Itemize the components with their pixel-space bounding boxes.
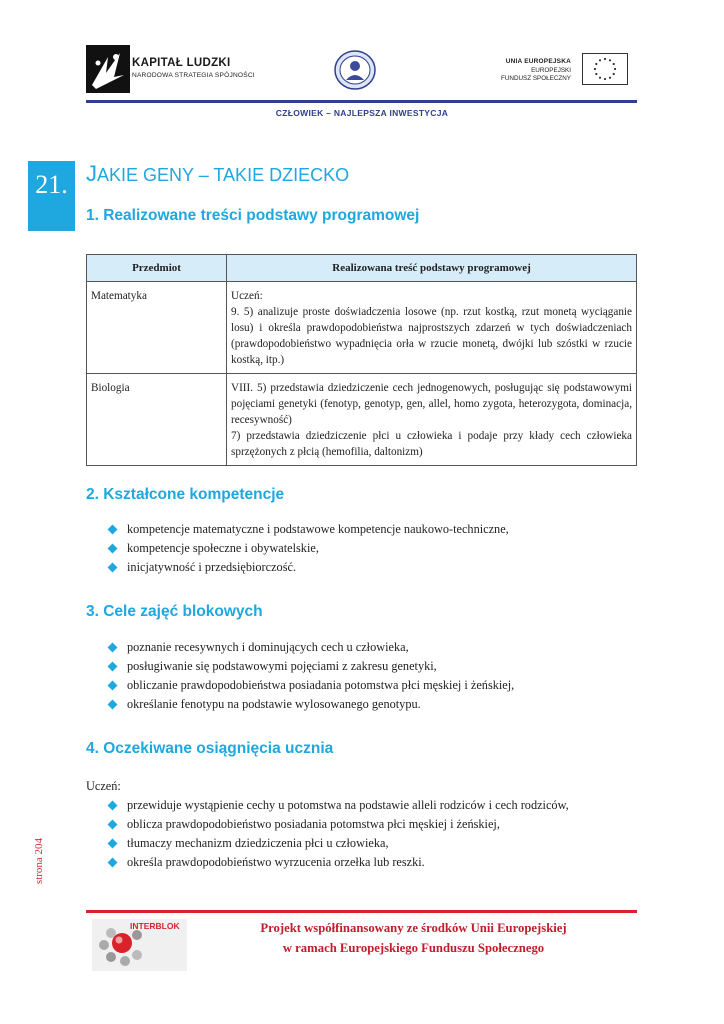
competences-list	[107, 520, 637, 577]
section4-intro: Uczeń:	[86, 779, 121, 793]
table-cell-subject: Matematyka	[87, 282, 227, 374]
eu-line3: FUNDUSZ SPOŁECZNY	[501, 75, 571, 82]
goals-list	[107, 638, 637, 714]
list-item: inicjatywność i przedsiębiorczość.	[107, 558, 637, 577]
table-cell-line: 9. 5) analizuje proste doświadczenia losowe (np. rzut kostką, rzut monetą wyciąganie losu) i określa prawdopodobieństwa najprostszych zdarzeń w tych doświadczeniach (prawdopodobieństwo wypadnięcia orła w rzucie monetą, dwójki lub szóstki w rzucie kostką, itp.)	[231, 306, 632, 366]
diamond-bullet-icon	[108, 563, 118, 573]
diamond-bullet-icon	[108, 820, 118, 830]
diamond-bullet-icon	[108, 858, 118, 868]
list-item: przewiduje wystąpienie cechy u potomstwa na podstawie alleli rodziców i cech rodziców,	[107, 796, 637, 815]
page-number-label: strona 204	[33, 837, 45, 885]
interblok-logo	[92, 919, 187, 971]
chapter-title	[86, 161, 349, 187]
table-cell-line: Uczeń:	[231, 290, 263, 302]
table-row	[87, 374, 637, 466]
table-header-subject: Przedmiot	[87, 255, 227, 282]
diamond-bullet-icon	[108, 662, 118, 672]
list-item: kompetencje matematyczne i podstawowe kompetencje naukowo-techniczne,	[107, 520, 637, 539]
diamond-bullet-icon	[108, 643, 118, 653]
chapter-number: 21.	[35, 170, 68, 199]
kapital-ludzki-logo	[86, 45, 256, 97]
table-cell-line: 7) przedstawia dziedziczenie płci u człowieka i podaje przy kłady cech człowieka sprzężonych z płcią (hemofilia, daltonizm)	[231, 430, 632, 458]
table-header-row	[87, 255, 637, 282]
table-cell-subject: Biologia	[87, 374, 227, 466]
chapter-number-box	[28, 161, 75, 231]
diamond-bullet-icon	[108, 700, 118, 710]
logo-subtitle: NARODOWA STRATEGIA SPÓJNOŚCI	[132, 72, 255, 79]
diamond-bullet-icon	[108, 525, 118, 535]
diamond-bullet-icon	[108, 681, 118, 691]
table-cell-content	[227, 374, 637, 466]
eu-flag-icon	[582, 53, 628, 85]
table-header-content: Realizowana treść podstawy programowej	[227, 255, 637, 282]
table-row	[87, 282, 637, 374]
list-item: obliczanie prawdopodobieństwa posiadania potomstwa płci męskiej i żeńskiej,	[107, 676, 637, 695]
section1-heading: 1. Realizowane treści podstawy programowej	[86, 207, 420, 224]
slogan: CZŁOWIEK – NAJLEPSZA INWESTYCJA	[275, 108, 449, 118]
list-item: poznanie recesywnych i dominujących cech u człowieka,	[107, 638, 637, 657]
kapital-ludzki-mark-icon	[86, 45, 130, 93]
eu-line2: EUROPEJSKI	[531, 67, 571, 74]
curriculum-table	[86, 254, 637, 466]
list-item: określa prawdopodobieństwo wyrzucenia orzełka lub reszki.	[107, 853, 637, 872]
table-cell-content	[227, 282, 637, 374]
list-item: posługiwanie się podstawowymi pojęciami z zakresu genetyki,	[107, 657, 637, 676]
list-item: tłumaczy mechanizm dziedziczenia płci u człowieka,	[107, 834, 637, 853]
diamond-bullet-icon	[108, 801, 118, 811]
section4-heading: 4. Oczekiwane osiągnięcia ucznia	[86, 740, 334, 757]
eu-line1: UNIA EUROPEJSKA	[505, 58, 571, 65]
diamond-bullet-icon	[108, 544, 118, 554]
logo-title: KAPITAŁ LUDZKI	[132, 57, 231, 69]
chapter-title-initial: J	[86, 161, 97, 186]
header-divider	[86, 100, 637, 103]
list-item: kompetencje społeczne i obywatelskie,	[107, 539, 637, 558]
section2-heading: 2. Kształcone kompetencje	[86, 486, 285, 503]
section3-heading: 3. Cele zajęć blokowych	[86, 603, 263, 620]
footer-line1: Projekt współfinansowany ze środków Unii Europejskiej	[260, 921, 567, 935]
portrait-emblem-icon	[334, 50, 376, 90]
footer-line2: w ramach Europejskiego Funduszu Społecznego	[282, 941, 545, 955]
diamond-bullet-icon	[108, 839, 118, 849]
table-cell-line: VIII. 5) przedstawia dziedziczenie cech jednogenowych, posługując się podstawowymi pojęciami genetyki (fenotyp, genotyp, gen, allel, homo zygota, heterozygota, dominacja, recesywność)	[231, 382, 632, 426]
list-item: oblicza prawdopodobieństwo posiadania potomstwa płci męskiej i żeńskiej,	[107, 815, 637, 834]
eu-label	[501, 58, 571, 82]
list-item: określanie fenotypu na podstawie wylosowanego genotypu.	[107, 695, 637, 714]
footer-divider	[86, 910, 637, 913]
interblok-logo-text: INTERBLOK	[130, 921, 180, 931]
chapter-title-rest: AKIE GENY – TAKIE DZIECKO	[97, 165, 350, 185]
achievements-list	[107, 796, 637, 872]
footer-text	[190, 918, 637, 958]
